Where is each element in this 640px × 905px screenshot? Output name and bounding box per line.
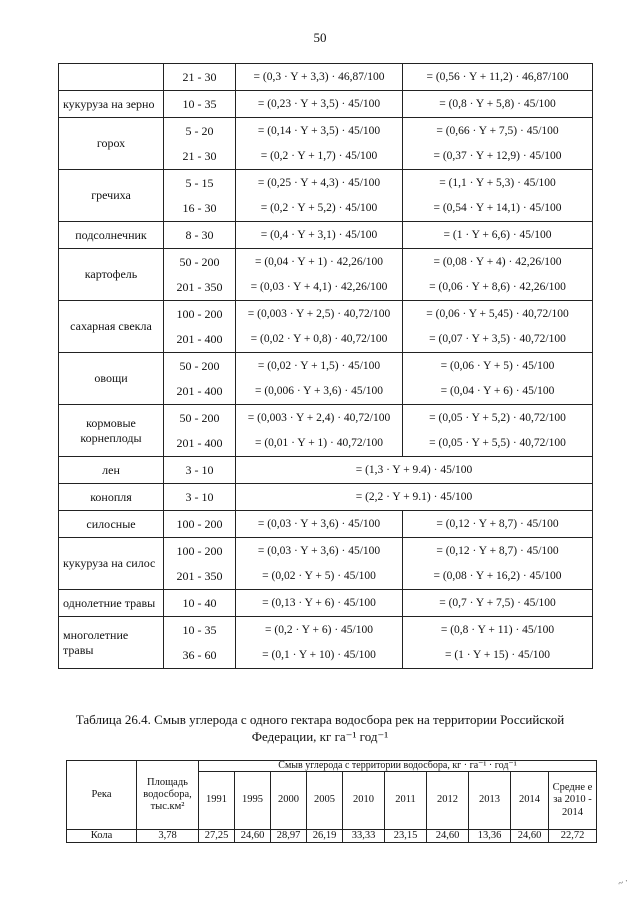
yield-range: 100 - 200 <box>176 517 223 531</box>
yield-range: 8 - 30 <box>185 228 214 242</box>
table-row <box>59 249 593 301</box>
header-year: 2012 <box>427 772 469 830</box>
header-year: 2000 <box>271 772 307 830</box>
formula: = (0,23 · Y + 3,5) · 45/100 <box>257 98 381 110</box>
formula-cell-1 <box>236 64 403 91</box>
formula: = (1,1 · Y + 5,3) · 45/100 <box>439 176 556 189</box>
yield-range: 5 - 20 <box>185 123 214 138</box>
table-row <box>59 538 593 590</box>
crop-name-cell: овощи <box>59 353 164 405</box>
formula: = (0,14 · Y + 3,5) · 45/100 <box>257 124 381 137</box>
formula: = (0,2 · Y + 5,2) · 45/100 <box>260 201 378 214</box>
yield-range: 21 - 30 <box>182 70 217 84</box>
yield-range-cell <box>164 64 236 91</box>
formula: = (0,3 · Y + 3,3) · 46,87/100 <box>253 71 385 83</box>
yield-range-cell <box>164 170 236 222</box>
table-row <box>59 353 593 405</box>
formula: = (0,2 · Y + 1,7) · 45/100 <box>260 149 378 162</box>
formula: = (0,12 · Y + 8,7) · 45/100 <box>436 518 559 530</box>
yield-range-cell <box>164 511 236 538</box>
yield-range-cell <box>164 118 236 170</box>
page-number: 50 <box>313 30 327 45</box>
yield-range: 10 - 40 <box>182 596 217 610</box>
yield-range: 100 - 200 <box>176 306 223 321</box>
formula-cell-1 <box>236 538 403 590</box>
formula-cell-2 <box>403 64 593 91</box>
table-row <box>59 590 593 617</box>
formula: = (0,03 · Y + 3,6) · 45/100 <box>257 518 381 530</box>
area-cell: 3,78 <box>137 830 199 843</box>
formula: = (0,1 · Y + 10) · 45/100 <box>262 648 376 661</box>
yield-range: 100 - 200 <box>176 543 223 558</box>
formula-cell-2 <box>403 511 593 538</box>
formula: = (0,003 · Y + 2,4) · 40,72/100 <box>247 411 391 424</box>
yield-range-cell <box>164 301 236 353</box>
table-row <box>67 830 597 843</box>
header-year: 2013 <box>469 772 511 830</box>
header-area: Площадь водосбора, тыс.км² <box>137 761 199 830</box>
formula-cell-2 <box>403 301 593 353</box>
formula: = (0,07 · Y + 3,5) · 40,72/100 <box>429 332 566 345</box>
formula-cell-2 <box>403 617 593 669</box>
formula-cell-1 <box>236 405 403 457</box>
yield-range: 201 - 350 <box>176 568 223 583</box>
table-row <box>59 222 593 249</box>
formula: = (0,05 · Y + 5,2) · 40,72/100 <box>429 411 566 424</box>
formula-cell-2 <box>403 118 593 170</box>
runoff-value-cell: 24,60 <box>427 830 469 843</box>
table-row <box>59 301 593 353</box>
crop-name-cell: кормовые корнеплоды <box>59 405 164 457</box>
crop-name-cell: силосные <box>59 511 164 538</box>
caption-line-1: Таблица 26.4. Смыв углерода с одного гектара водосбора рек на территории Российской <box>75 712 565 727</box>
formula-cell-1 <box>236 91 403 118</box>
formula: = (0,54 · Y + 14,1) · 45/100 <box>433 201 562 214</box>
crop-name-cell: гречиха <box>59 170 164 222</box>
formula-cell-2 <box>403 405 593 457</box>
runoff-value-cell: 23,15 <box>385 830 427 843</box>
yield-range: 3 - 10 <box>185 490 214 504</box>
yield-range: 3 - 10 <box>185 463 214 477</box>
formula: = (0,25 · Y + 4,3) · 45/100 <box>257 176 381 189</box>
table-row <box>59 617 593 669</box>
table-row <box>59 64 593 91</box>
formula: = (0,7 · Y + 7,5) · 45/100 <box>439 597 556 609</box>
yield-range: 50 - 200 <box>179 358 220 373</box>
formula: = (0,8 · Y + 5,8) · 45/100 <box>439 98 556 110</box>
formula: = (0,08 · Y + 4) · 42,26/100 <box>433 255 562 268</box>
header-year: 2005 <box>307 772 343 830</box>
formula: = (0,02 · Y + 0,8) · 40,72/100 <box>250 332 388 345</box>
header-year: 2010 <box>343 772 385 830</box>
crop-name-cell: многолетние травы <box>59 617 164 669</box>
formula-cell-1 <box>236 249 403 301</box>
table-row <box>59 484 593 511</box>
header-year: 1995 <box>235 772 271 830</box>
yield-range-cell <box>164 222 236 249</box>
formula: = (0,66 · Y + 7,5) · 45/100 <box>436 124 559 137</box>
formula-cell-1 <box>236 353 403 405</box>
yield-range: 36 - 60 <box>182 647 217 662</box>
caption-line-2: Федерации, кг га⁻¹ год⁻¹ <box>251 729 389 744</box>
formula: = (0,003 · Y + 2,5) · 40,72/100 <box>247 307 391 320</box>
yield-range-cell <box>164 590 236 617</box>
formula: = (0,03 · Y + 3,6) · 45/100 <box>257 544 381 557</box>
formula-cell-2 <box>403 590 593 617</box>
yield-range-cell <box>164 353 236 405</box>
header-average: Средне е за 2010 - 2014 <box>549 772 597 830</box>
runoff-value-cell: 33,33 <box>343 830 385 843</box>
runoff-value-cell: 26,19 <box>307 830 343 843</box>
header-runoff-group: Смыв углерода с территории водосбора, кг · га⁻¹ · год⁻¹ <box>199 761 597 772</box>
formula: = (0,2 · Y + 6) · 45/100 <box>265 623 373 636</box>
scan-mark: ~ · <box>616 875 630 889</box>
yield-range: 50 - 200 <box>179 254 220 269</box>
formula: = (0,04 · Y + 6) · 45/100 <box>440 384 555 397</box>
header-year: 2011 <box>385 772 427 830</box>
formula: = (0,12 · Y + 8,7) · 45/100 <box>436 544 559 557</box>
table-row <box>59 170 593 222</box>
crop-name-cell: кукуруза на силос <box>59 538 164 590</box>
yield-range: 201 - 400 <box>176 383 223 398</box>
yield-range-cell <box>164 617 236 669</box>
formula: = (0,06 · Y + 5) · 45/100 <box>440 359 555 372</box>
formula: = (0,03 · Y + 4,1) · 42,26/100 <box>250 280 388 293</box>
formula: = (1 · Y + 6,6) · 45/100 <box>443 229 552 241</box>
runoff-value-cell: 13,36 <box>469 830 511 843</box>
formula-cell-1 <box>236 222 403 249</box>
formula-cell-2 <box>403 353 593 405</box>
formula: = (0,02 · Y + 5) · 45/100 <box>262 569 376 582</box>
crop-name-cell: картофель <box>59 249 164 301</box>
yield-range: 50 - 200 <box>179 410 220 425</box>
runoff-value-cell: 27,25 <box>199 830 235 843</box>
table-row <box>59 118 593 170</box>
formula-cell-1 <box>236 170 403 222</box>
runoff-value-cell: 28,97 <box>271 830 307 843</box>
formula: = (0,05 · Y + 5,5) · 40,72/100 <box>429 436 566 449</box>
formula: = (0,06 · Y + 5,45) · 40,72/100 <box>426 307 569 320</box>
header-river: Река <box>67 761 137 830</box>
yield-range-cell <box>164 249 236 301</box>
yield-range: 201 - 400 <box>176 435 223 450</box>
formula-cell-2 <box>403 170 593 222</box>
yield-range: 5 - 15 <box>185 175 214 190</box>
crop-name-cell: конопля <box>59 484 164 511</box>
river-name-cell: Кола <box>67 830 137 843</box>
formula: = (0,37 · Y + 12,9) · 45/100 <box>433 149 562 162</box>
table-caption <box>0 711 640 745</box>
crop-name-cell <box>59 64 164 91</box>
merged-formula-cell: = (2,2 · Y + 9.1) · 45/100 <box>236 484 593 511</box>
formula-cell-1 <box>236 617 403 669</box>
formula-cell-2 <box>403 222 593 249</box>
yield-range-cell <box>164 538 236 590</box>
yield-range-cell <box>164 457 236 484</box>
yield-range: 10 - 35 <box>182 97 217 111</box>
formula-cell-2 <box>403 538 593 590</box>
formula: = (0,02 · Y + 1,5) · 45/100 <box>257 359 381 372</box>
table-row <box>59 511 593 538</box>
formula: = (0,13 · Y + 6) · 45/100 <box>262 597 376 609</box>
merged-formula-cell: = (1,3 · Y + 9.4) · 45/100 <box>236 457 593 484</box>
table-row <box>59 91 593 118</box>
yield-range: 16 - 30 <box>182 200 217 215</box>
formula: = (1 · Y + 15) · 45/100 <box>444 648 551 661</box>
crop-name-cell: однолетние травы <box>59 590 164 617</box>
formula-cell-2 <box>403 249 593 301</box>
formula: = (0,4 · Y + 3,1) · 45/100 <box>260 229 378 241</box>
header-year: 2014 <box>511 772 549 830</box>
formula: = (0,04 · Y + 1) · 42,26/100 <box>254 255 384 268</box>
formula-cell-2 <box>403 91 593 118</box>
crop-name-cell: кукуруза на зерно <box>59 91 164 118</box>
crop-name-cell: подсолнечник <box>59 222 164 249</box>
formula: = (0,01 · Y + 1) · 40,72/100 <box>254 436 384 449</box>
runoff-value-cell: 24,60 <box>511 830 549 843</box>
crop-carbon-formula-table <box>58 63 593 669</box>
table-row <box>59 405 593 457</box>
formula-cell-1 <box>236 590 403 617</box>
formula: = (0,56 · Y + 11,2) · 46,87/100 <box>426 71 569 83</box>
formula: = (0,08 · Y + 16,2) · 45/100 <box>433 569 562 582</box>
yield-range-cell <box>164 405 236 457</box>
formula: = (0,8 · Y + 11) · 45/100 <box>440 623 555 636</box>
formula: = (0,06 · Y + 8,6) · 42,26/100 <box>429 280 566 293</box>
yield-range-cell <box>164 484 236 511</box>
header-year: 1991 <box>199 772 235 830</box>
formula-cell-1 <box>236 118 403 170</box>
yield-range-cell <box>164 91 236 118</box>
crop-name-cell: горох <box>59 118 164 170</box>
river-carbon-runoff-table <box>66 760 597 843</box>
crop-name-cell: сахарная свекла <box>59 301 164 353</box>
yield-range: 21 - 30 <box>182 148 217 163</box>
yield-range: 201 - 400 <box>176 331 223 346</box>
runoff-value-cell: 24,60 <box>235 830 271 843</box>
yield-range: 10 - 35 <box>182 622 217 637</box>
formula: = (0,006 · Y + 3,6) · 45/100 <box>254 384 384 397</box>
yield-range: 201 - 350 <box>176 279 223 294</box>
formula-cell-1 <box>236 511 403 538</box>
formula-cell-1 <box>236 301 403 353</box>
table-row <box>59 457 593 484</box>
average-cell: 22,72 <box>549 830 597 843</box>
crop-name-cell: лен <box>59 457 164 484</box>
